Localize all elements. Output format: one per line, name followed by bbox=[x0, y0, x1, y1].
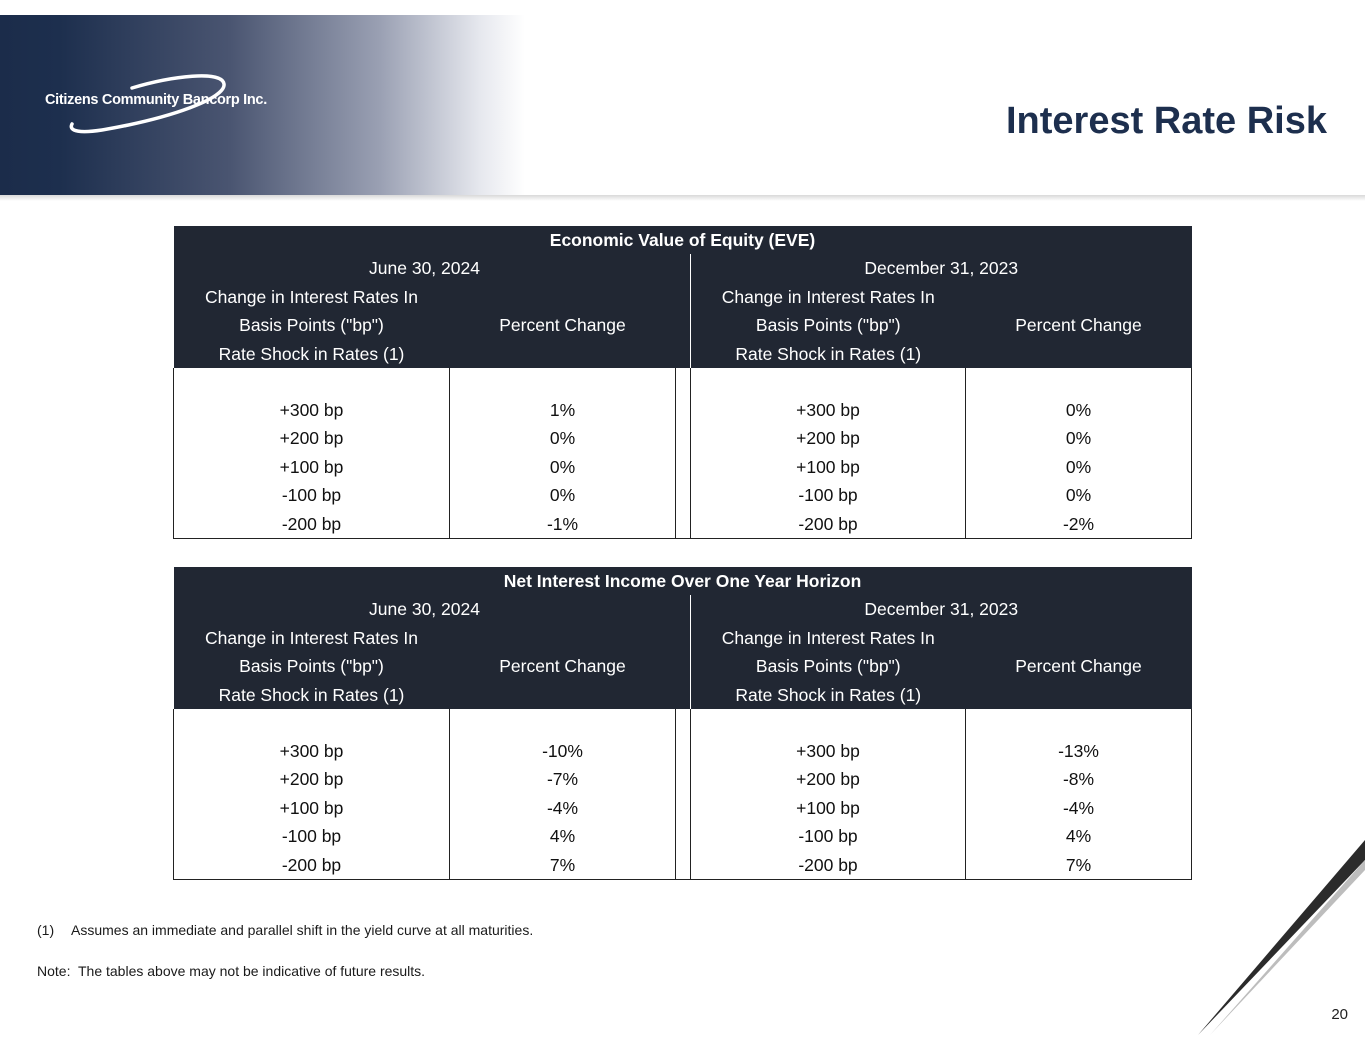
eve-left-pct: 0% bbox=[450, 424, 676, 452]
nii-left-bp: +200 bp bbox=[174, 765, 450, 793]
table-row bbox=[174, 453, 1192, 481]
eve-left-pct: -1% bbox=[450, 510, 676, 539]
nii-right-date: December 31, 2023 bbox=[691, 595, 1192, 623]
nii-right-bp: -100 bp bbox=[691, 822, 966, 850]
eve-left-header-line3: Rate Shock in Rates (1) bbox=[174, 340, 450, 368]
eve-right-header-line3: Rate Shock in Rates (1) bbox=[691, 340, 966, 368]
nii-left-bp: +300 bp bbox=[174, 737, 450, 765]
footnote-1-text: Assumes an immediate and parallel shift in the yield curve at all maturities. bbox=[71, 922, 534, 938]
nii-left-bp: +100 bp bbox=[174, 794, 450, 822]
table-row bbox=[174, 737, 1192, 765]
eve-right-pct: 0% bbox=[966, 453, 1192, 481]
footnote-1-number: (1) bbox=[37, 922, 55, 938]
eve-table bbox=[173, 226, 1192, 539]
eve-title: Economic Value of Equity (EVE) bbox=[174, 226, 1192, 254]
eve-right-pct-header: Percent Change bbox=[966, 311, 1192, 339]
table-row bbox=[174, 765, 1192, 793]
eve-right-header-line2: Basis Points ("bp") bbox=[691, 311, 966, 339]
nii-right-header-line3: Rate Shock in Rates (1) bbox=[691, 681, 966, 709]
nii-left-pct: -10% bbox=[450, 737, 676, 765]
nii-left-header-line3: Rate Shock in Rates (1) bbox=[174, 681, 450, 709]
nii-right-bp: +100 bp bbox=[691, 794, 966, 822]
table-row bbox=[174, 510, 1192, 539]
nii-right-bp: +200 bp bbox=[691, 765, 966, 793]
eve-left-bp: +100 bp bbox=[174, 453, 450, 481]
nii-right-bp: -200 bp bbox=[691, 851, 966, 880]
nii-left-pct: 4% bbox=[450, 822, 676, 850]
table-row bbox=[174, 822, 1192, 850]
table-row bbox=[174, 396, 1192, 424]
page-title: Interest Rate Risk bbox=[1005, 100, 1327, 142]
nii-right-header-line1: Change in Interest Rates In bbox=[691, 624, 966, 652]
eve-right-pct: 0% bbox=[966, 481, 1192, 509]
nii-left-header-line1: Change in Interest Rates In bbox=[174, 624, 450, 652]
company-logo: Citizens Community Bancorp Inc. bbox=[45, 92, 267, 108]
eve-left-date: June 30, 2024 bbox=[174, 254, 676, 282]
nii-right-pct: -13% bbox=[966, 737, 1192, 765]
table-row bbox=[174, 424, 1192, 452]
eve-right-pct: 0% bbox=[966, 424, 1192, 452]
nii-right-bp: +300 bp bbox=[691, 737, 966, 765]
table-row bbox=[174, 851, 1192, 880]
eve-right-bp: +100 bp bbox=[691, 453, 966, 481]
eve-left-pct: 0% bbox=[450, 481, 676, 509]
eve-left-bp: +300 bp bbox=[174, 396, 450, 424]
nii-right-pct: -4% bbox=[966, 794, 1192, 822]
nii-table bbox=[173, 567, 1192, 880]
nii-left-pct: 7% bbox=[450, 851, 676, 880]
eve-left-header-line2: Basis Points ("bp") bbox=[174, 311, 450, 339]
eve-right-pct: -2% bbox=[966, 510, 1192, 539]
nii-left-pct: -4% bbox=[450, 794, 676, 822]
nii-left-header-line2: Basis Points ("bp") bbox=[174, 652, 450, 680]
header-shadow bbox=[0, 195, 1365, 201]
nii-left-bp: -200 bp bbox=[174, 851, 450, 880]
eve-left-pct: 1% bbox=[450, 396, 676, 424]
nii-left-bp: -100 bp bbox=[174, 822, 450, 850]
eve-right-header-line1: Change in Interest Rates In bbox=[691, 283, 966, 311]
nii-right-header-line2: Basis Points ("bp") bbox=[691, 652, 966, 680]
eve-right-bp: -200 bp bbox=[691, 510, 966, 539]
nii-left-pct-header: Percent Change bbox=[450, 652, 676, 680]
eve-left-bp: -100 bp bbox=[174, 481, 450, 509]
eve-left-pct: 0% bbox=[450, 453, 676, 481]
eve-left-pct-header: Percent Change bbox=[450, 311, 676, 339]
eve-left-header-line1: Change in Interest Rates In bbox=[174, 283, 450, 311]
nii-right-pct: 4% bbox=[966, 822, 1192, 850]
nii-right-pct: -8% bbox=[966, 765, 1192, 793]
eve-right-bp: -100 bp bbox=[691, 481, 966, 509]
table-row bbox=[174, 794, 1192, 822]
page-number: 20 bbox=[1331, 1006, 1348, 1023]
eve-left-bp: -200 bp bbox=[174, 510, 450, 539]
eve-right-bp: +200 bp bbox=[691, 424, 966, 452]
footnote-1 bbox=[37, 922, 533, 938]
eve-right-pct: 0% bbox=[966, 396, 1192, 424]
nii-right-pct: 7% bbox=[966, 851, 1192, 880]
eve-right-date: December 31, 2023 bbox=[691, 254, 1192, 282]
eve-right-bp: +300 bp bbox=[691, 396, 966, 424]
nii-left-date: June 30, 2024 bbox=[174, 595, 676, 623]
nii-left-pct: -7% bbox=[450, 765, 676, 793]
footnote-note: Note: The tables above may not be indicative of future results. bbox=[37, 963, 426, 979]
eve-left-bp: +200 bp bbox=[174, 424, 450, 452]
nii-right-pct-header: Percent Change bbox=[966, 652, 1192, 680]
table-row bbox=[174, 481, 1192, 509]
nii-title: Net Interest Income Over One Year Horizon bbox=[174, 567, 1192, 595]
